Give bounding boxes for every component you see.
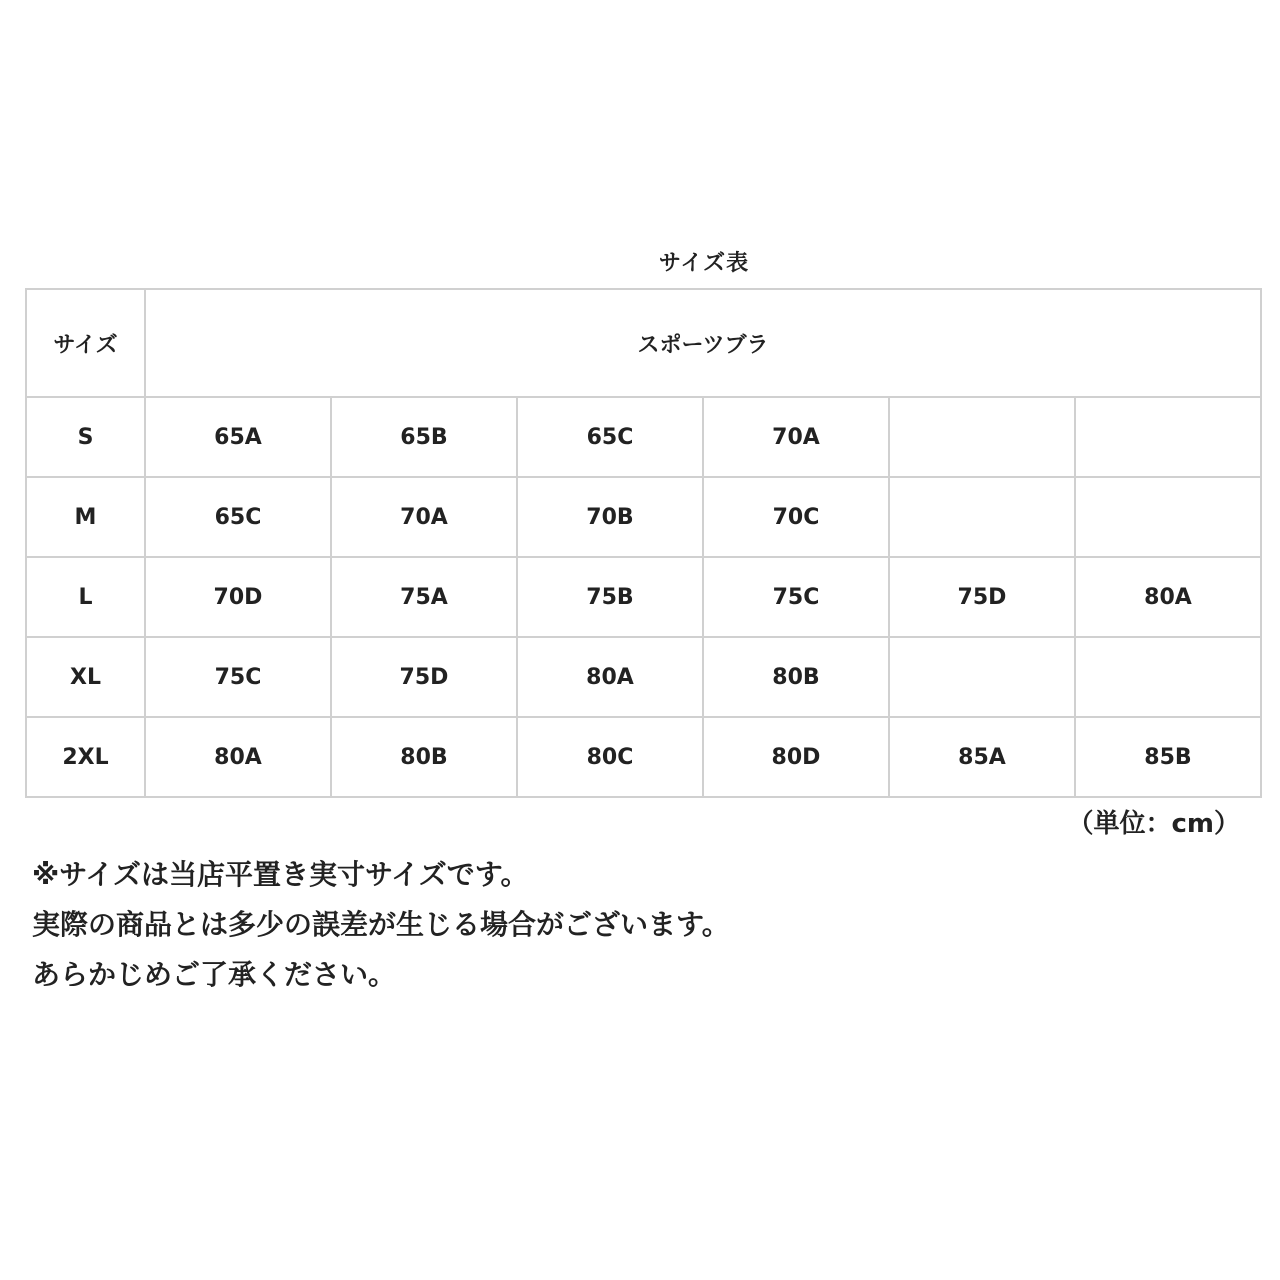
table-cell: 70B	[517, 477, 703, 557]
table-cell: 75C	[703, 557, 889, 637]
size-table	[25, 288, 1262, 798]
row-size-label: S	[26, 397, 145, 477]
table-cell	[1075, 637, 1261, 717]
table-cell: 85A	[889, 717, 1075, 797]
size-column-header: サイズ	[26, 289, 145, 397]
table-cell: 70A	[331, 477, 517, 557]
row-size-label: M	[26, 477, 145, 557]
table-cell	[1075, 397, 1261, 477]
note-line: 実際の商品とは多少の誤差が生じる場合がございます。	[32, 908, 730, 941]
table-cell: 80A	[1075, 557, 1261, 637]
row-size-label: 2XL	[26, 717, 145, 797]
notes-block	[32, 850, 1232, 1000]
table-cell: 65B	[331, 397, 517, 477]
table-row	[26, 637, 1261, 717]
table-cell: 80B	[331, 717, 517, 797]
note-line: あらかじめご了承ください。	[32, 958, 397, 991]
table-cell: 70D	[145, 557, 331, 637]
table-cell: 80B	[703, 637, 889, 717]
table-cell: 80C	[517, 717, 703, 797]
table-cell: 75D	[889, 557, 1075, 637]
table-cell: 70A	[703, 397, 889, 477]
table-row	[26, 557, 1261, 637]
page-title: サイズ表	[658, 251, 750, 276]
table-cell: 80D	[703, 717, 889, 797]
table-cell: 65C	[145, 477, 331, 557]
table-cell: 75A	[331, 557, 517, 637]
table-cell: 80A	[517, 637, 703, 717]
table-cell: 65A	[145, 397, 331, 477]
table-row	[26, 717, 1261, 797]
table-cell: 85B	[1075, 717, 1261, 797]
table-cell	[889, 397, 1075, 477]
table-cell	[1075, 477, 1261, 557]
table-row	[26, 477, 1261, 557]
row-size-label: L	[26, 557, 145, 637]
row-size-label: XL	[26, 637, 145, 717]
table-cell: 75D	[331, 637, 517, 717]
table-cell: 70C	[703, 477, 889, 557]
table-cell: 80A	[145, 717, 331, 797]
table-cell: 75C	[145, 637, 331, 717]
unit-label: （単位：cm）	[1067, 809, 1240, 839]
table-cell	[889, 477, 1075, 557]
table-row	[26, 397, 1261, 477]
note-line: ※サイズは当店平置き実寸サイズです。	[32, 858, 529, 891]
table-header-row	[26, 289, 1261, 397]
table-cell: 65C	[517, 397, 703, 477]
product-column-header: スポーツブラ	[145, 289, 1261, 397]
table-cell	[889, 637, 1075, 717]
table-cell: 75B	[517, 557, 703, 637]
